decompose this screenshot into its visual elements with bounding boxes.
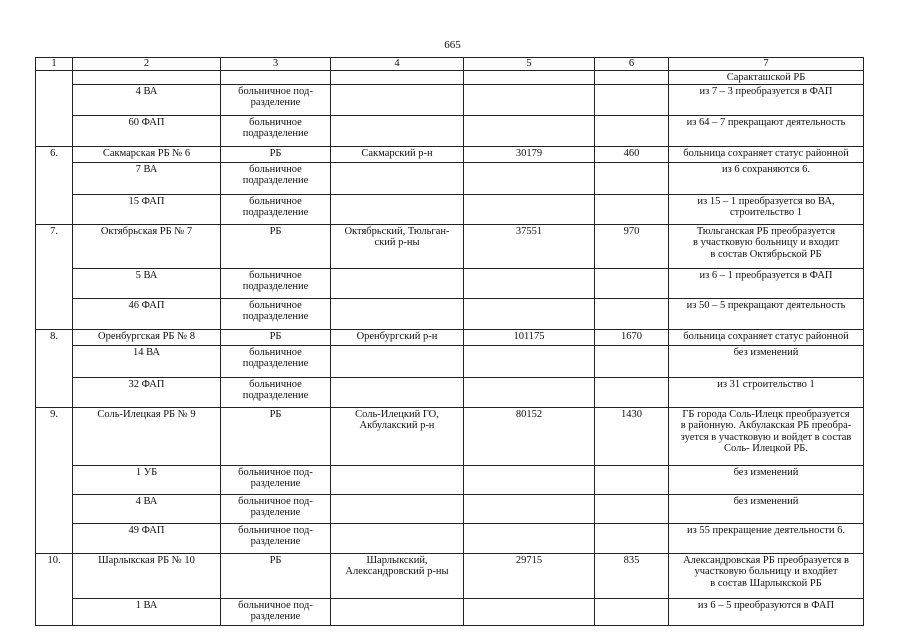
cell-row-number bbox=[36, 84, 73, 115]
cell-facility bbox=[73, 146, 221, 162]
note-line: из 64 – 7 прекращают деятельность bbox=[686, 116, 846, 128]
note-line: из 55 прекращение деятельности 6. bbox=[687, 524, 845, 536]
cell-population bbox=[464, 465, 595, 494]
cell-population bbox=[464, 345, 595, 377]
cell-facility bbox=[73, 298, 221, 329]
cell-territory bbox=[331, 162, 464, 194]
cell-territory bbox=[331, 598, 464, 625]
facility-line: 7 ВА bbox=[135, 163, 158, 175]
cell-facility-type bbox=[221, 494, 331, 523]
facility-line: 60 ФАП bbox=[128, 116, 165, 128]
note-line: из 6 – 5 преобразуются в ФАП bbox=[697, 599, 835, 611]
note-line: в участковую больницу и входит bbox=[693, 237, 839, 248]
cell-note bbox=[669, 598, 864, 625]
cell-territory bbox=[331, 84, 464, 115]
column-header-4: 4 bbox=[331, 58, 464, 71]
note-line: зуется в участковую и войдет в состав bbox=[680, 431, 852, 443]
cell-beds: 1670 bbox=[595, 329, 669, 345]
note-line: больница сохраняет статус районной bbox=[683, 147, 849, 159]
territory-line: Соль-Илецкий ГО, bbox=[355, 408, 439, 420]
facility-type-line: разделение bbox=[250, 507, 301, 518]
cell-population bbox=[464, 523, 595, 553]
facility-line: 4 ВА bbox=[135, 495, 158, 507]
cell-beds bbox=[595, 345, 669, 377]
page-number: 665 bbox=[444, 39, 461, 51]
cell-facility-type bbox=[221, 70, 331, 84]
facility-line: 46 ФАП bbox=[128, 299, 165, 311]
facility-line: 14 ВА bbox=[132, 346, 161, 358]
cell-row-number bbox=[36, 70, 73, 84]
facility-type-line: больничное bbox=[249, 346, 302, 358]
cell-facility bbox=[73, 598, 221, 625]
facility-type-line: РБ bbox=[269, 330, 282, 342]
facility-line: 32 ФАП bbox=[128, 378, 165, 390]
note-line: из 6 – 1 преобразуется в ФАП bbox=[699, 269, 833, 281]
territory-line: Оренбургский р-н bbox=[356, 330, 438, 342]
cell-facility bbox=[73, 345, 221, 377]
cell-row-number bbox=[36, 162, 73, 194]
cell-row-number: 6. bbox=[36, 146, 73, 162]
note-line: без изменений bbox=[733, 495, 799, 507]
column-header-1: 1 bbox=[36, 58, 73, 71]
facility-type-line: РБ bbox=[269, 225, 282, 237]
column-header-7: 7 bbox=[669, 58, 864, 71]
territory-line: Шарлыкский, bbox=[366, 554, 428, 566]
cell-facility bbox=[73, 115, 221, 146]
cell-facility bbox=[73, 329, 221, 345]
facility-type-line: РБ bbox=[269, 554, 282, 566]
cell-beds: 835 bbox=[595, 553, 669, 598]
cell-population bbox=[464, 194, 595, 224]
facility-line: 4 ВА bbox=[135, 85, 158, 97]
facility-type-line: подразделение bbox=[242, 207, 309, 218]
cell-row-number bbox=[36, 598, 73, 625]
column-header-2: 2 bbox=[73, 58, 221, 71]
note-line: участковую больницу и входйет bbox=[694, 566, 838, 577]
table-row bbox=[36, 84, 864, 115]
note-line: больница сохраняет статус районной bbox=[683, 330, 849, 342]
cell-row-number bbox=[36, 465, 73, 494]
cell-note bbox=[669, 494, 864, 523]
note-line: из 31 строительство 1 bbox=[717, 378, 815, 390]
note-line: из 7 – 3 преобразуется в ФАП bbox=[699, 85, 833, 97]
cell-facility-type bbox=[221, 465, 331, 494]
cell-facility-type bbox=[221, 598, 331, 625]
cell-row-number bbox=[36, 494, 73, 523]
cell-facility-type bbox=[221, 298, 331, 329]
cell-facility-type bbox=[221, 523, 331, 553]
cell-facility-type bbox=[221, 162, 331, 194]
cell-population bbox=[464, 115, 595, 146]
facility-type-line: больничное bbox=[249, 116, 302, 128]
cell-population bbox=[464, 84, 595, 115]
cell-population bbox=[464, 70, 595, 84]
cell-row-number bbox=[36, 298, 73, 329]
cell-beds bbox=[595, 377, 669, 407]
cell-note bbox=[669, 345, 864, 377]
cell-territory bbox=[331, 494, 464, 523]
cell-note bbox=[669, 268, 864, 298]
facility-type-line: подразделение bbox=[242, 281, 309, 292]
cell-facility-type bbox=[221, 268, 331, 298]
cell-population: 101175 bbox=[464, 329, 595, 345]
cell-facility bbox=[73, 407, 221, 465]
facility-line: 5 ВА bbox=[135, 269, 158, 281]
cell-population: 29715 bbox=[464, 553, 595, 598]
cell-population: 80152 bbox=[464, 407, 595, 465]
cell-population: 37551 bbox=[464, 224, 595, 268]
cell-population bbox=[464, 268, 595, 298]
cell-territory bbox=[331, 377, 464, 407]
territory-line: Октябрьский, Тюльган- bbox=[344, 225, 450, 237]
facility-type-line: разделение bbox=[250, 536, 301, 547]
facility-line: 1 ВА bbox=[135, 599, 158, 611]
facility-type-line: разделение bbox=[250, 611, 301, 622]
cell-facility-type bbox=[221, 224, 331, 268]
facility-line: Шарлыкская РБ № 10 bbox=[98, 554, 195, 566]
cell-note bbox=[669, 407, 864, 465]
cell-facility bbox=[73, 162, 221, 194]
cell-territory bbox=[331, 224, 464, 268]
cell-note bbox=[669, 70, 864, 84]
note-line: Соль- Илецкой РБ. bbox=[724, 443, 808, 454]
table-row bbox=[36, 194, 864, 224]
note-line: Тюльганская РБ преобразуется bbox=[696, 225, 836, 237]
note-line: из 15 – 1 преобразуется во ВА, bbox=[697, 195, 835, 207]
cell-facility bbox=[73, 194, 221, 224]
facility-type-line: РБ bbox=[269, 408, 282, 420]
cell-beds bbox=[595, 298, 669, 329]
note-line: Саракташской РБ bbox=[726, 71, 806, 83]
note-line: без изменений bbox=[733, 466, 799, 478]
table-row bbox=[36, 146, 864, 162]
facility-type-line: больничное под- bbox=[238, 85, 313, 97]
cell-facility-type bbox=[221, 553, 331, 598]
table-row bbox=[36, 377, 864, 407]
cell-territory bbox=[331, 298, 464, 329]
cell-beds: 460 bbox=[595, 146, 669, 162]
cell-beds: 970 bbox=[595, 224, 669, 268]
cell-row-number: 8. bbox=[36, 329, 73, 345]
cell-territory bbox=[331, 70, 464, 84]
cell-beds bbox=[595, 70, 669, 84]
cell-note bbox=[669, 329, 864, 345]
cell-territory bbox=[331, 146, 464, 162]
cell-beds bbox=[595, 494, 669, 523]
table-row bbox=[36, 329, 864, 345]
territory-line: Сакмарский р-н bbox=[361, 147, 433, 159]
cell-territory bbox=[331, 268, 464, 298]
cell-facility-type bbox=[221, 115, 331, 146]
facility-type-line: подразделение bbox=[242, 311, 309, 322]
cell-territory bbox=[331, 345, 464, 377]
cell-note bbox=[669, 553, 864, 598]
cell-note bbox=[669, 298, 864, 329]
territory-line: Александровский р-ны bbox=[345, 566, 449, 577]
facility-line: Соль-Илецкая РБ № 9 bbox=[97, 408, 196, 420]
note-line: в районную. Акбулакская РБ преобра- bbox=[680, 420, 852, 431]
cell-row-number bbox=[36, 268, 73, 298]
cell-facility bbox=[73, 70, 221, 84]
territory-line: ский р-ны bbox=[374, 237, 420, 248]
cell-note bbox=[669, 115, 864, 146]
cell-note bbox=[669, 377, 864, 407]
cell-facility-type bbox=[221, 146, 331, 162]
facility-line: 1 УБ bbox=[135, 466, 158, 478]
facility-type-line: разделение bbox=[250, 97, 301, 108]
cell-note bbox=[669, 465, 864, 494]
facility-type-line: подразделение bbox=[242, 175, 309, 186]
facility-type-line: больничное bbox=[249, 378, 302, 390]
cell-territory bbox=[331, 194, 464, 224]
table-row bbox=[36, 224, 864, 268]
cell-facility bbox=[73, 494, 221, 523]
cell-territory bbox=[331, 407, 464, 465]
reorganization-table bbox=[35, 57, 864, 626]
cell-facility bbox=[73, 523, 221, 553]
table-row bbox=[36, 345, 864, 377]
facility-type-line: разделение bbox=[250, 478, 301, 489]
table-row bbox=[36, 407, 864, 465]
column-header-5: 5 bbox=[464, 58, 595, 71]
table-row bbox=[36, 115, 864, 146]
cell-row-number: 10. bbox=[36, 553, 73, 598]
facility-type-line: больничное bbox=[249, 299, 302, 311]
cell-beds bbox=[595, 115, 669, 146]
cell-row-number bbox=[36, 345, 73, 377]
cell-row-number bbox=[36, 377, 73, 407]
cell-beds bbox=[595, 465, 669, 494]
table-row bbox=[36, 553, 864, 598]
table-row bbox=[36, 494, 864, 523]
cell-territory bbox=[331, 329, 464, 345]
facility-line: Октябрьская РБ № 7 bbox=[100, 225, 193, 237]
cell-beds bbox=[595, 162, 669, 194]
header-row bbox=[36, 58, 864, 71]
cell-population bbox=[464, 162, 595, 194]
cell-note bbox=[669, 224, 864, 268]
cell-population: 30179 bbox=[464, 146, 595, 162]
note-line: ГБ города Соль-Илецк преобразуется bbox=[682, 408, 850, 420]
cell-note bbox=[669, 523, 864, 553]
cell-note bbox=[669, 162, 864, 194]
note-line: строительство 1 bbox=[729, 207, 803, 218]
facility-type-line: больничное под- bbox=[238, 524, 313, 536]
facility-type-line: подразделение bbox=[242, 358, 309, 369]
facility-type-line: больничное под- bbox=[238, 495, 313, 507]
cell-facility-type bbox=[221, 329, 331, 345]
cell-beds bbox=[595, 268, 669, 298]
cell-facility-type bbox=[221, 84, 331, 115]
cell-population bbox=[464, 494, 595, 523]
table-row bbox=[36, 268, 864, 298]
facility-type-line: больничное под- bbox=[238, 466, 313, 478]
cell-beds bbox=[595, 194, 669, 224]
facility-type-line: больничное под- bbox=[238, 599, 313, 611]
facility-type-line: больничное bbox=[249, 195, 302, 207]
cell-beds bbox=[595, 84, 669, 115]
cell-population bbox=[464, 377, 595, 407]
cell-row-number bbox=[36, 115, 73, 146]
cell-facility-type bbox=[221, 377, 331, 407]
cell-territory bbox=[331, 553, 464, 598]
facility-line: Сакмарская РБ № 6 bbox=[102, 147, 191, 159]
note-line: Александровская РБ преобразуется в bbox=[683, 554, 849, 566]
table-row bbox=[36, 162, 864, 194]
cell-note bbox=[669, 194, 864, 224]
cell-row-number: 9. bbox=[36, 407, 73, 465]
facility-type-line: больничное bbox=[249, 269, 302, 281]
column-header-6: 6 bbox=[595, 58, 669, 71]
table-row bbox=[36, 298, 864, 329]
table-row bbox=[36, 598, 864, 625]
table-row bbox=[36, 70, 864, 84]
cell-facility bbox=[73, 377, 221, 407]
note-line: из 50 – 5 прекращают деятельность bbox=[686, 299, 846, 311]
note-line: в состав Октябрьской РБ bbox=[710, 248, 822, 260]
cell-row-number: 7. bbox=[36, 224, 73, 268]
cell-note bbox=[669, 146, 864, 162]
facility-type-line: больничное bbox=[249, 163, 302, 175]
facility-type-line: подразделение bbox=[242, 390, 309, 401]
territory-line: Акбулакский р-н bbox=[359, 420, 435, 431]
facility-type-line: подразделение bbox=[242, 128, 309, 139]
cell-note bbox=[669, 84, 864, 115]
cell-territory bbox=[331, 115, 464, 146]
cell-facility bbox=[73, 465, 221, 494]
note-line: из 6 сохраняются 6. bbox=[722, 163, 810, 175]
facility-line: Оренбургская РБ № 8 bbox=[98, 330, 195, 342]
cell-territory bbox=[331, 523, 464, 553]
cell-beds bbox=[595, 523, 669, 553]
cell-territory bbox=[331, 465, 464, 494]
table-row bbox=[36, 465, 864, 494]
cell-beds: 1430 bbox=[595, 407, 669, 465]
cell-beds bbox=[595, 598, 669, 625]
facility-type-line: РБ bbox=[269, 147, 282, 159]
cell-facility bbox=[73, 224, 221, 268]
facility-line: 49 ФАП bbox=[128, 524, 165, 536]
cell-facility bbox=[73, 553, 221, 598]
cell-facility-type bbox=[221, 407, 331, 465]
note-line: в состав Шарлыкской РБ bbox=[710, 577, 822, 589]
column-header-3: 3 bbox=[221, 58, 331, 71]
cell-population bbox=[464, 298, 595, 329]
cell-facility bbox=[73, 84, 221, 115]
note-line: без изменений bbox=[733, 346, 799, 358]
facility-line: 15 ФАП bbox=[128, 195, 165, 207]
cell-facility-type bbox=[221, 194, 331, 224]
cell-population bbox=[464, 598, 595, 625]
table-row bbox=[36, 523, 864, 553]
cell-row-number bbox=[36, 194, 73, 224]
cell-facility bbox=[73, 268, 221, 298]
cell-row-number bbox=[36, 523, 73, 553]
cell-facility-type bbox=[221, 345, 331, 377]
